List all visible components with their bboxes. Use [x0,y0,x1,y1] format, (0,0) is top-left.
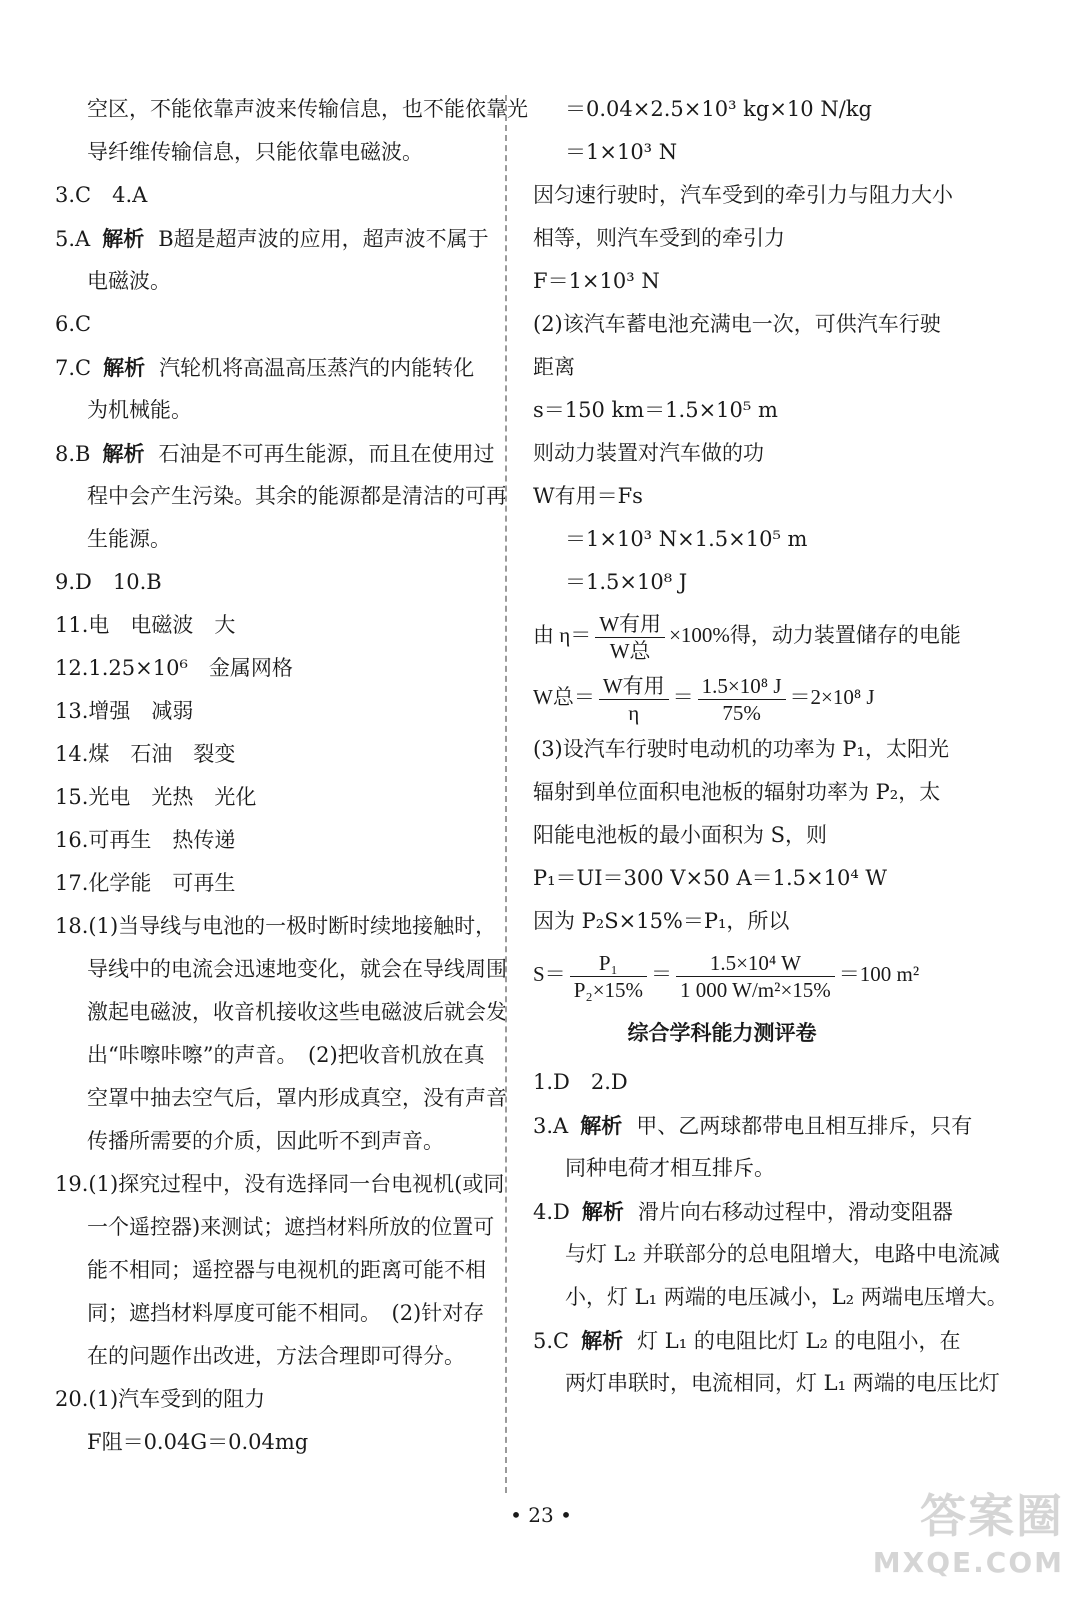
text-line: (3)设汽车行驶时电动机的功率为 P₁，太阳光 [533,737,949,761]
text-line [533,1190,951,1233]
text-line: 辐射到单位面积电池板的辐射功率为 P₂，太 [533,780,941,804]
analysis-text: 石油是不可再生能源，而且在使用过 [158,442,495,466]
right-column [533,88,1008,1405]
text-line: 距离 [533,355,575,379]
text-line: P₁＝UI＝300 V×50 A＝1.5×10⁴ W [533,866,888,890]
question-number: 4.D [533,1200,570,1224]
text-line: 两灯串联时，电流相同，灯 L₁ 两端的电压比灯 [565,1371,1000,1395]
wtotal-fraction-2: $\frac{\text{1.5×10⁸ J}}{75\%}$ [698,673,786,726]
section-title: 综合学科能力测评卷 [627,1021,817,1045]
question-number: 8.B [55,442,91,466]
text-line [55,432,495,475]
question-number: 5.A [55,227,91,251]
right-bottom-block [533,1061,1008,1405]
watermark-text: 答案圈 [920,1489,1064,1543]
analysis-text: 甲、乙两球都带电且相互排斥，只有 [636,1114,973,1138]
right-top-block [533,88,951,604]
text-line: 16.可再生 热传递 [55,828,236,852]
analysis-label: 解析 [103,355,146,380]
text-line: 6.C [55,312,92,336]
eta-formula-line: 由 η＝ $\frac{\text{W有用}}{\text{W总}}$ ×100%得，动力装置储存的电能 [533,611,961,663]
text-line: 相等，则汽车受到的牵引力 [533,226,785,250]
area-fraction-1: $\frac{\text{P₁}}{\text{P₂×15\%}}$ [570,950,647,1003]
eta-fraction: $\frac{\text{W有用}}{\text{W总}}$ [595,611,665,664]
text-line: ＝1×10³ N×1.5×10⁵ m [565,527,808,551]
text-line: 空罩中抽去空气后，罩内形成真空，没有声音 [87,1086,507,1110]
text-line: F＝1×10³ N [533,269,660,293]
text-line: 17.化学能 可再生 [55,871,236,895]
analysis-text: 灯 L₁ 的电阻比灯 L₂ 的电阻小，在 [637,1329,961,1353]
text-line: 15.光电 光热 光化 [55,785,257,809]
text-line: 小，灯 L₁ 两端的电压减小，L₂ 两端电压增大。 [565,1285,1008,1309]
text-line: 3.C 4.A [55,183,148,207]
text-line: 同；遮挡材料厚度可能不相同。 (2)针对存 [87,1301,485,1325]
analysis-label: 解析 [581,1328,624,1353]
text-line: 同种电荷才相互排斥。 [565,1156,775,1180]
text-line: 一个遥控器)来测试；遮挡材料所放的位置可 [87,1215,495,1239]
wtotal-fraction-1: $\frac{\text{W有用}}{\eta}$ [599,673,669,726]
left-column [55,88,528,1464]
question-number: 3.A [533,1114,569,1138]
text-line [533,1104,973,1147]
text-line: 出“咔嚓咔嚓”的声音。 (2)把收音机放在真 [87,1043,485,1067]
text-line: 1.D 2.D [533,1070,628,1094]
text-line: 13.增强 减弱 [55,699,194,723]
text-line: 因为 P₂S×15%＝P₁，所以 [533,909,790,933]
text-line: 18.(1)当导线与电池的一极时断时续地接触时， [55,914,497,938]
page-number: • 23 • [510,1503,572,1527]
text-line: 在的问题作出改进，方法合理即可得分。 [87,1344,465,1368]
text-line [55,217,487,260]
text-line: W有用＝Fs [533,484,643,508]
text-line: 与灯 L₂ 并联部分的总电阻增大，电路中电流减 [565,1242,1000,1266]
text-line: 则动力装置对汽车做的功 [533,441,764,465]
watermark-url: MXQE.COM [872,1546,1064,1579]
text-line: 9.D 10.B [55,570,162,594]
area-formula-line: S＝ $\frac{\text{P₁}}{\text{P₂×15\%}}$ ＝ $\frac{\text{1.5×10⁴ W}}{\text{1 000 W/m²×15\%}}$ ＝100 m² [533,950,920,1002]
question-number: 5.C [533,1329,570,1353]
analysis-label: 解析 [580,1113,623,1138]
text-line: 导线中的电流会迅速地变化，就会在导线周围 [87,957,507,981]
right-mid-block [533,728,951,943]
analysis-label: 解析 [102,441,145,466]
area-fraction-2: $\frac{\text{1.5×10⁴ W}}{\text{1 000 W/m²×15\%}}$ [676,950,835,1003]
text-line: 导纤维传输信息，只能依靠电磁波。 [87,140,423,164]
text-line [533,1319,961,1362]
text-line: 14.煤 石油 裂变 [55,742,236,766]
text-line: (2)该汽车蓄电池充满电一次，可供汽车行驶 [533,312,941,336]
question-number: 7.C [55,356,92,380]
wtotal-formula-line: W总＝ $\frac{\text{W有用}}{\eta}$ ＝ $\frac{\text{1.5×10⁸ J}}{75\%}$ ＝2×10⁸ J [533,673,875,725]
watermark-logo [864,1480,1064,1580]
text-line: 电磁波。 [87,269,171,293]
text-line: F阻＝0.04G＝0.04mg [87,1430,309,1454]
text-line: 传播所需要的介质，因此听不到声音。 [87,1129,444,1153]
analysis-label: 解析 [102,226,145,251]
text-line: 阳能电池板的最小面积为 S，则 [533,823,828,847]
text-line: 程中会产生污染。其余的能源都是清洁的可再 [87,484,507,508]
text-line: 19.(1)探究过程中，没有选择同一台电视机(或同 [55,1172,505,1196]
text-line: ＝0.04×2.5×10³ kg×10 N/kg [565,97,872,121]
text-line: 为机械能。 [87,398,192,422]
text-line [55,346,487,389]
text-line: 12.1.25×10⁶ 金属网格 [55,656,293,680]
analysis-text: 汽轮机将高温高压蒸汽的内能转化 [159,356,475,380]
text-line: 生能源。 [87,527,171,551]
text-line: 20.(1)汽车受到的阻力 [55,1387,266,1411]
text-line: 激起电磁波，收音机接收这些电磁波后就会发 [87,1000,507,1024]
analysis-label: 解析 [581,1199,624,1224]
analysis-text: 滑片向右移动过程中，滑动变阻器 [637,1200,953,1224]
text-line: 空区，不能依靠声波来传输信息，也不能依靠光 [87,97,528,121]
text-line: ＝1.5×10⁸ J [565,570,688,594]
text-line: s＝150 km＝1.5×10⁵ m [533,398,778,422]
text-line: ＝1×10³ N [565,140,678,164]
text-line: 因匀速行驶时，汽车受到的牵引力与阻力大小 [533,183,953,207]
text-line: 能不相同；遥控器与电视机的距离可能不相 [87,1258,486,1282]
column-divider [505,95,507,1493]
analysis-text: B超是超声波的应用，超声波不属于 [158,227,489,251]
text-line: 11.电 电磁波 大 [55,613,236,637]
